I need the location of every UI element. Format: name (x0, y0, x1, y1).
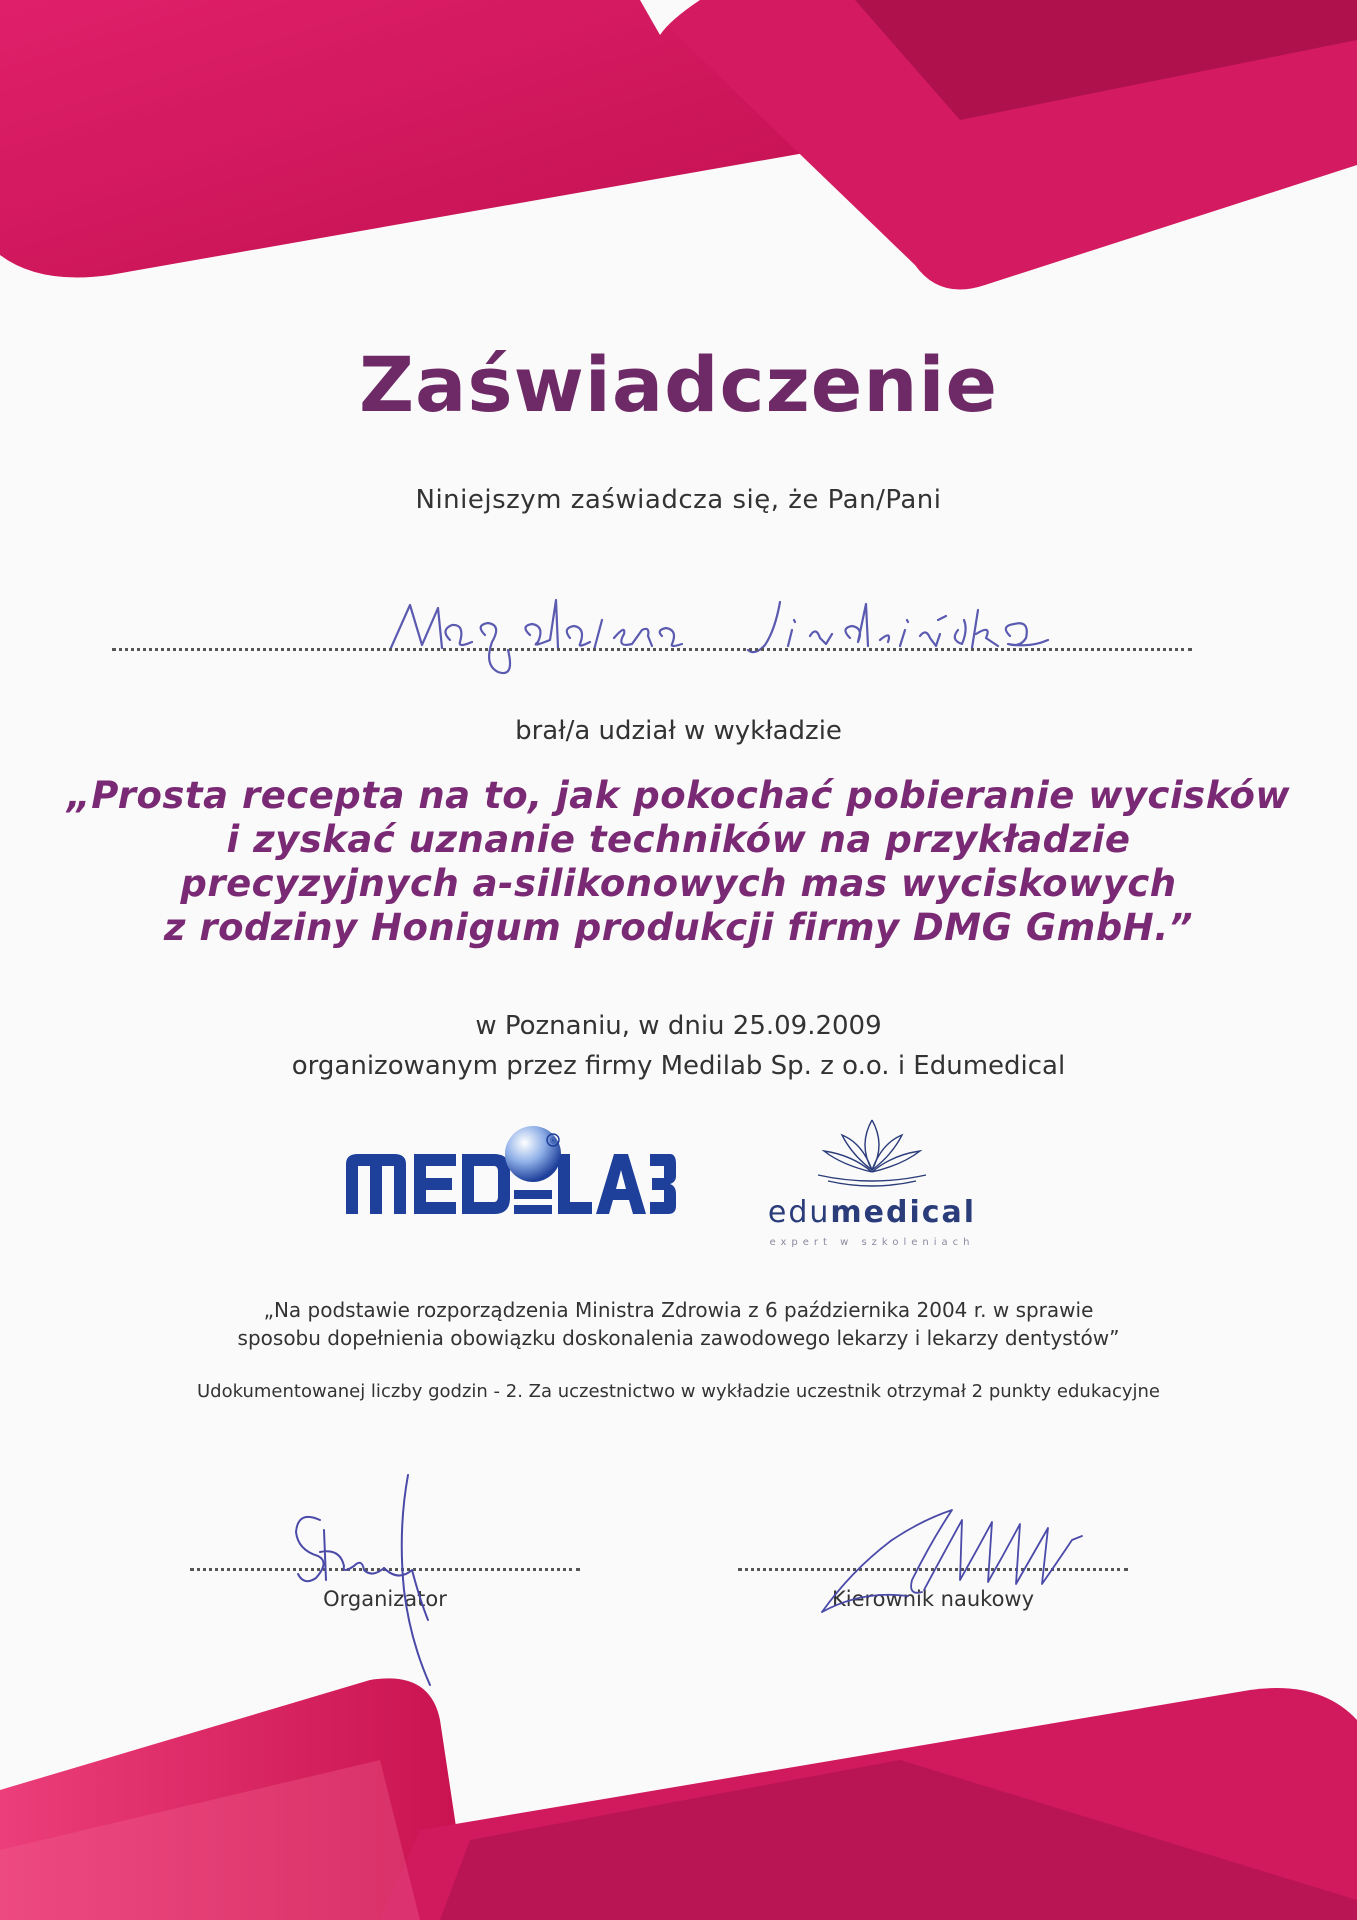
participation-text: brał/a udział w wykładzie (515, 716, 842, 746)
organizer-signature (280, 1470, 460, 1690)
organizer-label: Organizator (323, 1587, 447, 1611)
medilab-logo (346, 1124, 676, 1220)
legal-basis (0, 1296, 1357, 1352)
lecture-title (0, 774, 1357, 950)
intro-text: Niniejszym zaświadcza się, że Pan/Pani (415, 485, 942, 515)
hours-points-text: Udokumentowanej liczby godzin - 2. Za uczestnictwo w wykładzie uczestnik otrzymał 2 punkty edukacyjne (197, 1381, 1160, 1402)
legal-basis-line: „Na podstawie rozporządzenia Ministra Zdrowia z 6 października 2004 r. w sprawie (263, 1298, 1094, 1322)
edumedical-logo (762, 1115, 982, 1248)
certificate-title: Zaświadczenie (358, 340, 999, 429)
lecture-title-line: precyzyjnych a-silikonowych mas wyciskowych (180, 862, 1177, 905)
medilab-registered-mark: ® (549, 1136, 557, 1146)
organizers-text: organizowanym przez firmy Medilab Sp. z o.o. i Edumedical (291, 1051, 1066, 1081)
lecture-title-line: „Prosta recepta na to, jak pokochać pobieranie wycisków (66, 774, 1291, 817)
handwritten-participant-name (380, 590, 1060, 700)
edumedical-wordmark: edumedical (767, 1195, 977, 1230)
participant-name-dotted-line (112, 648, 1192, 651)
scientific-head-signature (812, 1500, 1112, 1620)
edumedical-tagline: expert w szkoleniach (769, 1237, 975, 1248)
legal-basis-line: sposobu dopełnienia obowiązku doskonalenia zawodowego lekarzy i lekarzy dentystów” (237, 1326, 1120, 1350)
place-and-organizers (0, 1006, 1357, 1086)
edumedical-lotus-icon (762, 1115, 982, 1195)
scientific-head-label: Kierownik naukowy (831, 1587, 1035, 1611)
lecture-title-line: i zyskać uznanie techników na przykładzie (226, 818, 1131, 861)
lecture-title-line: z rodziny Honigum produkcji firmy DMG GmbH.” (163, 906, 1194, 949)
place-date: w Poznaniu, w dniu 25.09.2009 (475, 1011, 882, 1041)
